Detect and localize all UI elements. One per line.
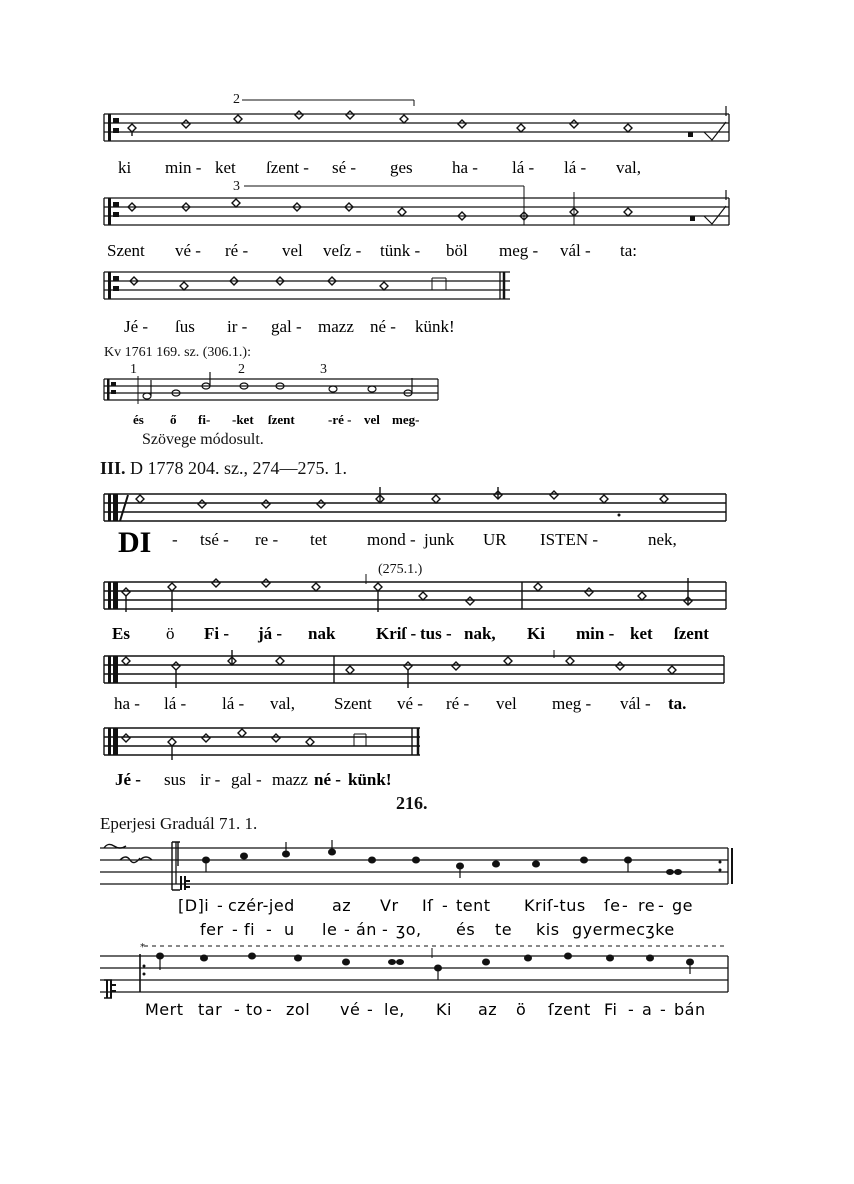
staff-6 bbox=[104, 572, 734, 618]
syllable: - bbox=[658, 896, 665, 915]
note bbox=[202, 734, 210, 742]
syllable: UR bbox=[483, 530, 507, 549]
note bbox=[606, 955, 614, 962]
syllable: ö bbox=[166, 624, 175, 643]
note bbox=[212, 579, 220, 587]
note bbox=[306, 738, 314, 746]
syllable: és bbox=[133, 412, 144, 427]
syllable: vál - bbox=[620, 694, 651, 713]
syllable: já - bbox=[258, 624, 283, 643]
syllable: és bbox=[456, 920, 476, 939]
rest-mark bbox=[690, 216, 695, 221]
custos-icon bbox=[704, 206, 726, 224]
syllable: Kriſ-tus bbox=[524, 896, 586, 915]
note bbox=[534, 583, 542, 591]
syllable: lá - bbox=[564, 158, 587, 177]
c-clef-icon bbox=[108, 494, 128, 521]
note bbox=[168, 738, 176, 746]
syllable: án bbox=[356, 920, 377, 939]
syllable: bán bbox=[674, 1000, 706, 1019]
syllable: fi- bbox=[198, 412, 211, 427]
syllable: ré - bbox=[446, 694, 470, 713]
note bbox=[517, 124, 525, 132]
syllable: - bbox=[266, 1000, 273, 1019]
syllable: vel bbox=[496, 694, 517, 713]
syllable: kis bbox=[536, 920, 560, 939]
note bbox=[458, 120, 466, 128]
syllable: - bbox=[442, 896, 449, 915]
syllable: - bbox=[660, 1000, 667, 1019]
note bbox=[122, 657, 130, 665]
syllable: - bbox=[628, 1000, 635, 1019]
syllable: min - bbox=[165, 158, 202, 177]
note bbox=[550, 491, 558, 499]
f-clef-icon bbox=[180, 876, 190, 890]
note bbox=[232, 199, 240, 207]
syllable: to bbox=[246, 1000, 264, 1019]
staff-1 bbox=[104, 92, 734, 154]
note bbox=[400, 115, 408, 123]
syllable: gyermecʒke bbox=[572, 920, 675, 939]
syllable: ir - bbox=[227, 317, 248, 336]
syllable: nak bbox=[308, 624, 336, 643]
section-numeral: III. bbox=[100, 458, 126, 478]
syllable: tünk - bbox=[380, 241, 421, 260]
syllable: ge bbox=[672, 896, 693, 915]
syllable: ſzent bbox=[548, 1000, 591, 1019]
syllable: -ket bbox=[232, 412, 254, 427]
syllable: - bbox=[622, 896, 629, 915]
syllable: künk! bbox=[415, 317, 455, 336]
syllable: Szent bbox=[107, 241, 145, 260]
syllable: ő bbox=[170, 412, 177, 427]
syllable: veſz - bbox=[323, 241, 362, 260]
note bbox=[532, 861, 540, 868]
note bbox=[666, 869, 674, 875]
syllable: ta: bbox=[620, 241, 637, 260]
syllable: vé - bbox=[397, 694, 423, 713]
syllable: - bbox=[232, 920, 239, 939]
syllable: lá - bbox=[164, 694, 187, 713]
syllable: ir - bbox=[200, 770, 221, 789]
syllable: Ki bbox=[436, 1000, 452, 1019]
note bbox=[200, 955, 208, 962]
c-clef-icon bbox=[108, 728, 118, 755]
section-heading bbox=[100, 458, 347, 479]
syllable: tent bbox=[456, 896, 491, 915]
note bbox=[668, 666, 676, 674]
staff-4-number-1: 1 bbox=[130, 362, 137, 377]
syllable: Es bbox=[112, 624, 130, 643]
syllable: ſe bbox=[604, 896, 621, 915]
staff-10 bbox=[100, 940, 740, 1000]
note bbox=[624, 208, 632, 216]
syllable: Mert bbox=[145, 1000, 184, 1019]
syllable: lá - bbox=[222, 694, 245, 713]
hymn-source: Eperjesi Graduál 71. 1. bbox=[100, 814, 258, 833]
kv-source-heading: Kv 1761 169. sz. (306.1.): bbox=[104, 345, 251, 360]
note-text-changed: Szövege módosult. bbox=[142, 431, 264, 448]
note bbox=[492, 861, 500, 868]
c-clef-icon bbox=[107, 379, 116, 400]
syllable: meg- bbox=[392, 412, 420, 427]
note bbox=[238, 729, 246, 737]
svg-text:*: * bbox=[140, 942, 145, 953]
syllable: le bbox=[322, 920, 338, 939]
syllable: val, bbox=[616, 158, 642, 177]
c-clef-icon bbox=[108, 272, 119, 299]
note bbox=[312, 583, 320, 591]
syllable: ſzent bbox=[674, 624, 709, 643]
syllable: lá - bbox=[512, 158, 535, 177]
section-source: D 1778 204. sz., 274—275. 1. bbox=[130, 458, 348, 478]
syllable: meg - bbox=[499, 241, 539, 260]
syllable: Jé - bbox=[115, 770, 141, 789]
note bbox=[182, 120, 190, 128]
syllable: nek, bbox=[648, 530, 677, 549]
syllable: ISTEN - bbox=[540, 530, 599, 549]
note bbox=[262, 500, 270, 508]
note bbox=[346, 666, 354, 674]
syllable: min - bbox=[576, 624, 615, 643]
staff-4-number-2: 2 bbox=[238, 362, 245, 377]
note bbox=[276, 657, 284, 665]
syllable: ket bbox=[630, 624, 653, 643]
syllable: Szent bbox=[334, 694, 372, 713]
syllable: ki bbox=[118, 158, 132, 177]
syllable: ket bbox=[215, 158, 236, 177]
note bbox=[248, 953, 256, 960]
syllable: ö bbox=[516, 1000, 527, 1019]
syllable: Vr bbox=[380, 896, 399, 915]
note bbox=[466, 597, 474, 605]
syllable: - bbox=[266, 920, 273, 939]
syllable: nak, bbox=[464, 624, 496, 643]
syllable: tet bbox=[310, 530, 327, 549]
c-clef-icon bbox=[108, 656, 118, 683]
note bbox=[616, 662, 624, 670]
syllable: sus bbox=[164, 770, 186, 789]
syllable: - bbox=[172, 530, 178, 549]
note bbox=[122, 588, 130, 596]
bracket-label-2: 3 bbox=[233, 179, 240, 194]
note bbox=[404, 662, 412, 670]
note bbox=[342, 959, 350, 966]
syllable: ges bbox=[390, 158, 413, 177]
note bbox=[128, 124, 136, 132]
syllable: ſzent - bbox=[266, 158, 309, 177]
custos-icon bbox=[704, 122, 726, 140]
note bbox=[566, 657, 574, 665]
syllable: Jé - bbox=[124, 317, 149, 336]
staff-9 bbox=[100, 838, 740, 898]
note bbox=[600, 495, 608, 503]
note bbox=[329, 386, 337, 392]
staff-3 bbox=[104, 268, 514, 308]
syllable: le, bbox=[384, 1000, 405, 1019]
note bbox=[122, 734, 130, 742]
note bbox=[524, 955, 532, 962]
syllable: böl bbox=[446, 241, 468, 260]
syllable: re bbox=[638, 896, 656, 915]
syllable: ré - bbox=[225, 241, 249, 260]
note bbox=[585, 588, 593, 596]
note bbox=[624, 124, 632, 132]
note bbox=[660, 495, 668, 503]
note bbox=[368, 857, 376, 864]
syllable: mond - bbox=[367, 530, 416, 549]
syllable: künk! bbox=[348, 770, 392, 789]
note bbox=[674, 869, 682, 875]
syllable: - bbox=[234, 1000, 241, 1019]
syllable: mazz bbox=[318, 317, 354, 336]
syllable: Ki bbox=[527, 624, 545, 643]
syllable: gal - bbox=[271, 317, 302, 336]
note bbox=[240, 853, 248, 860]
syllable: Iſ bbox=[422, 896, 434, 915]
note bbox=[272, 734, 280, 742]
note bbox=[646, 955, 654, 962]
staff-5 bbox=[104, 484, 734, 530]
note bbox=[388, 959, 396, 965]
syllable: czér-jed bbox=[228, 896, 295, 915]
syllable: ſus bbox=[175, 317, 195, 336]
note bbox=[294, 955, 302, 962]
syllable: vé - bbox=[175, 241, 201, 260]
syllable: zol bbox=[286, 1000, 311, 1019]
syllable: ʒo, bbox=[396, 920, 422, 939]
syllable: fer bbox=[200, 920, 224, 939]
note bbox=[172, 662, 180, 670]
note bbox=[452, 662, 460, 670]
note bbox=[317, 500, 325, 508]
note bbox=[346, 111, 354, 119]
syllable: - bbox=[382, 920, 389, 939]
syllable: tar bbox=[198, 1000, 223, 1019]
note bbox=[412, 857, 420, 864]
syllable: u bbox=[284, 920, 295, 939]
syllable: te bbox=[495, 920, 513, 939]
syllable: -ré - bbox=[328, 412, 352, 427]
syllable: - bbox=[344, 920, 351, 939]
hymn-number: 216. bbox=[396, 793, 428, 813]
note bbox=[580, 857, 588, 864]
note bbox=[638, 592, 646, 600]
note bbox=[295, 111, 303, 119]
syllable: ſzent bbox=[268, 412, 295, 427]
syllable: vel bbox=[364, 412, 380, 427]
bracket-label-1: 2 bbox=[233, 92, 240, 107]
note bbox=[419, 592, 427, 600]
staff-2 bbox=[104, 178, 734, 236]
syllable: meg - bbox=[552, 694, 592, 713]
note bbox=[398, 208, 406, 216]
c-clef-icon bbox=[108, 198, 119, 225]
syllable: Kriſ - bbox=[376, 624, 417, 643]
syllable: né - bbox=[314, 770, 341, 789]
syllable: - bbox=[217, 896, 224, 915]
note bbox=[234, 115, 242, 123]
syllable: sé - bbox=[332, 158, 357, 177]
note bbox=[168, 583, 176, 591]
note bbox=[396, 959, 404, 965]
syllable: az bbox=[332, 896, 352, 915]
note bbox=[432, 495, 440, 503]
note bbox=[570, 120, 578, 128]
staff-7 bbox=[104, 648, 734, 694]
note bbox=[136, 495, 144, 503]
syllable: ta. bbox=[668, 694, 687, 713]
syllable: né - bbox=[370, 317, 396, 336]
note bbox=[482, 959, 490, 966]
syllable: a bbox=[642, 1000, 653, 1019]
syllable: az bbox=[478, 1000, 498, 1019]
syllable: fi bbox=[244, 920, 256, 939]
syllable: vé bbox=[340, 1000, 361, 1019]
syllable: ha - bbox=[114, 694, 140, 713]
drop-cap: DI bbox=[118, 526, 152, 559]
note bbox=[198, 500, 206, 508]
syllable: re - bbox=[255, 530, 279, 549]
staff-4-number-3: 3 bbox=[320, 362, 327, 377]
c-clef-icon bbox=[108, 114, 119, 141]
syllable: Fi bbox=[604, 1000, 618, 1019]
note bbox=[262, 579, 270, 587]
rest-mark bbox=[688, 132, 693, 137]
note bbox=[143, 393, 151, 399]
note bbox=[504, 657, 512, 665]
staff-8 bbox=[104, 720, 424, 766]
syllable: [D]i bbox=[178, 896, 210, 915]
syllable: val, bbox=[270, 694, 296, 713]
syllable: tsé - bbox=[200, 530, 229, 549]
syllable: gal - bbox=[231, 770, 262, 789]
syllable: mazz bbox=[272, 770, 308, 789]
syllable: Fi - bbox=[204, 624, 230, 643]
note bbox=[380, 282, 388, 290]
syllable: ha - bbox=[452, 158, 478, 177]
syllable: vál - bbox=[560, 241, 591, 260]
note bbox=[374, 583, 382, 591]
syllable: junk bbox=[424, 530, 455, 549]
note bbox=[180, 282, 188, 290]
syllable: - bbox=[367, 1000, 374, 1019]
syllable: tus - bbox=[420, 624, 452, 643]
note bbox=[368, 386, 376, 392]
staff-4 bbox=[104, 376, 444, 406]
c-clef-icon bbox=[108, 582, 118, 609]
annotation-275: (275.1.) bbox=[378, 562, 423, 577]
note bbox=[564, 953, 572, 960]
syllable: vel bbox=[282, 241, 303, 260]
